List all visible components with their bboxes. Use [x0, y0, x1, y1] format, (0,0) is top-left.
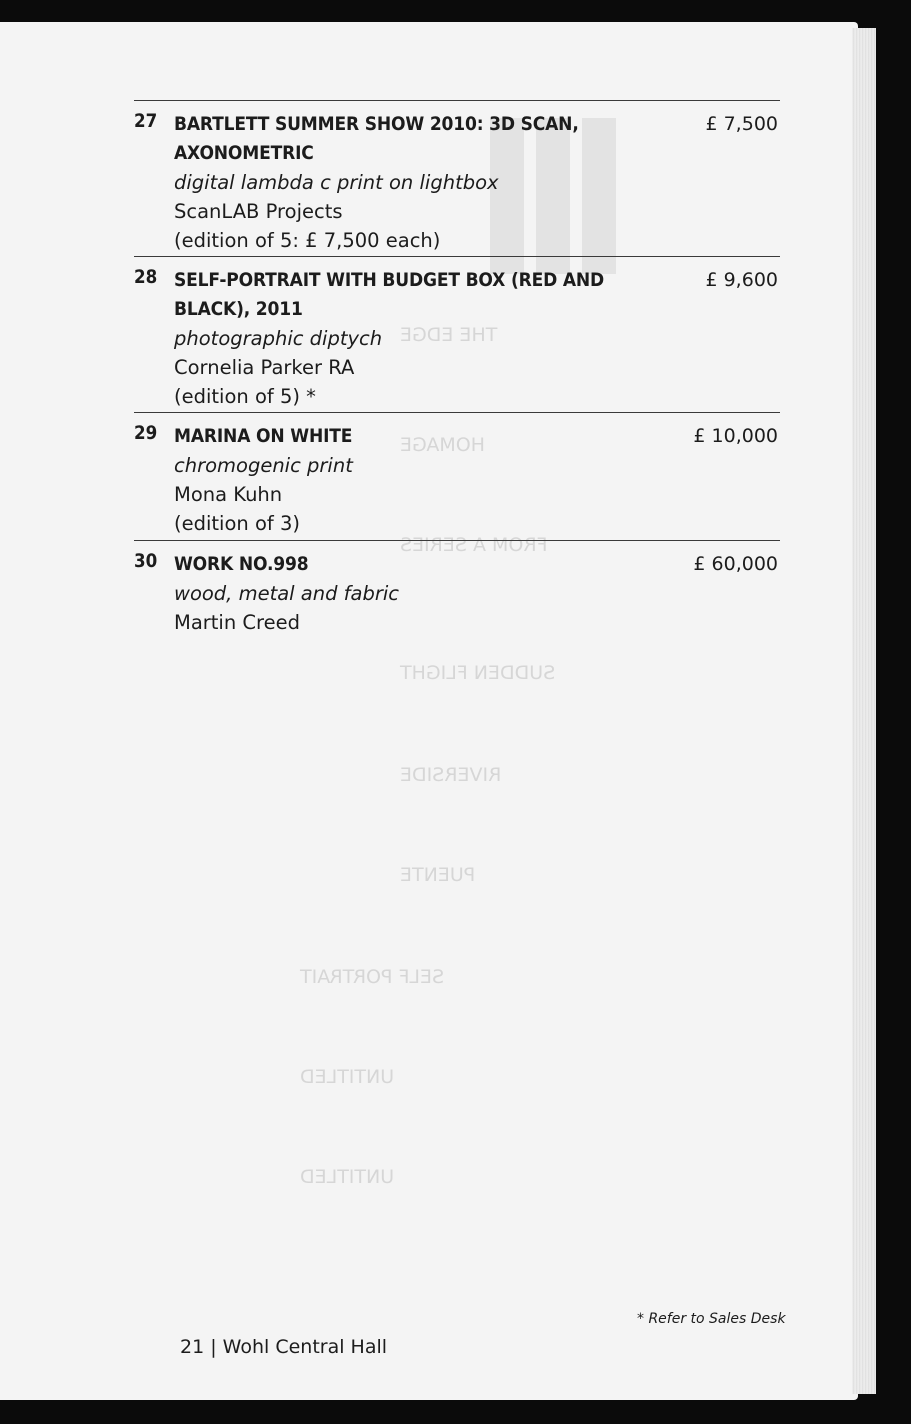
- entry-medium: photographic diptych: [174, 327, 383, 350]
- sales-desk-note: * Refer to Sales Desk: [637, 1311, 786, 1327]
- catalogue-page: [0, 22, 858, 1400]
- catalogue-entry: [134, 256, 780, 413]
- page-footer: 21 | Wohl Central Hall: [180, 1336, 388, 1358]
- entry-details: [174, 266, 644, 411]
- catalogue-entry: [134, 412, 780, 541]
- entry-edition: (edition of 3): [174, 512, 300, 535]
- page-stack-edge: [852, 28, 876, 1394]
- entry-number: 30: [134, 550, 158, 572]
- show-through-text: PUENTE: [400, 864, 476, 886]
- entry-number: 28: [134, 266, 158, 288]
- entry-medium: digital lambda c print on lightbox: [174, 171, 499, 194]
- entry-details: [174, 422, 644, 538]
- entry-artist: Cornelia Parker RA: [174, 356, 355, 379]
- catalogue-entry: [134, 540, 780, 641]
- show-through-text: RIVERSIDE: [400, 764, 502, 786]
- entry-price: £ 9,600: [705, 269, 778, 291]
- entry-title: BARTLETT SUMMER SHOW 2010: 3D SCAN, AXONOMETRIC: [174, 113, 579, 164]
- entry-edition: (edition of 5) *: [174, 385, 316, 408]
- entry-artist: Mona Kuhn: [174, 483, 283, 506]
- entry-details: [174, 110, 644, 255]
- entry-medium: chromogenic print: [174, 454, 353, 477]
- entry-number: 27: [134, 110, 158, 132]
- catalogue-entry: [134, 100, 780, 257]
- entry-number: 29: [134, 422, 158, 444]
- entry-price: £ 10,000: [693, 425, 778, 447]
- entry-artist: ScanLAB Projects: [174, 200, 343, 223]
- entry-artist: Martin Creed: [174, 611, 300, 634]
- entry-price: £ 7,500: [705, 113, 778, 135]
- show-through-text: FROM A SERIES: [400, 534, 548, 556]
- show-through-text: UNTITLED: [300, 1066, 395, 1088]
- show-through-text: HOMAGE: [400, 434, 486, 456]
- entry-title: MARINA ON WHITE: [174, 425, 353, 447]
- entry-price: £ 60,000: [693, 553, 778, 575]
- entry-medium: wood, metal and fabric: [174, 582, 400, 605]
- show-through-text: THE EDGE: [400, 324, 498, 346]
- entry-details: [174, 550, 644, 637]
- show-through-text: SUDDEN FLIGHT: [400, 662, 556, 684]
- entry-title: WORK NO.998: [174, 553, 309, 575]
- entry-edition: (edition of 5: £ 7,500 each): [174, 229, 441, 252]
- show-through-text: UNTITLED: [300, 1166, 395, 1188]
- entry-title: SELF-PORTRAIT WITH BUDGET BOX (RED AND BLACK), 2011: [174, 269, 605, 320]
- show-through-text: SELF PORTRAIT: [300, 966, 445, 988]
